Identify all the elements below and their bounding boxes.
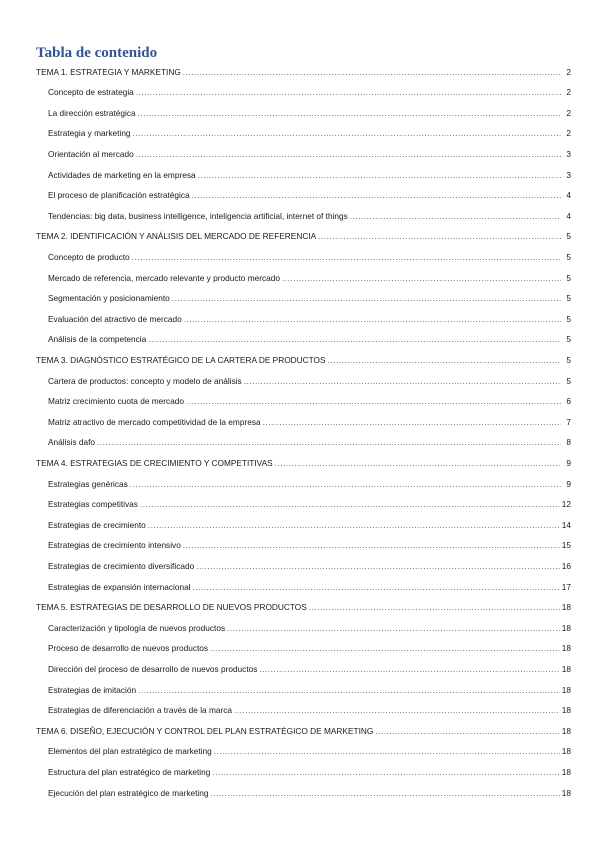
dot-leader <box>234 705 560 716</box>
toc-page-number: 18 <box>561 684 571 695</box>
toc-section-entry[interactable] <box>48 705 571 716</box>
toc-section-entry[interactable] <box>48 211 571 222</box>
toc-chapter-entry[interactable] <box>36 458 571 469</box>
toc-entry-label: TEMA 2. IDENTIFICACIÓN Y ANÁLISIS DEL MERCADO DE REFERENCIA <box>36 231 317 242</box>
toc-section-entry[interactable] <box>48 746 571 757</box>
dot-leader <box>183 67 561 78</box>
toc-section-entry[interactable] <box>48 479 571 490</box>
dot-leader <box>244 376 561 387</box>
dot-leader <box>133 128 561 139</box>
toc-chapter-entry[interactable] <box>36 355 571 366</box>
toc-entry-label: Estrategias de crecimiento <box>48 519 146 530</box>
toc-page-number: 18 <box>561 766 571 777</box>
toc-section-entry[interactable] <box>48 520 571 531</box>
toc-page-number: 12 <box>561 499 571 510</box>
toc-entry-label: Estrategias de imitación <box>48 684 137 695</box>
toc-page-number: 2 <box>566 107 571 118</box>
toc-entry-label: La dirección estratégica <box>48 107 136 118</box>
toc-page-number: 5 <box>566 375 571 386</box>
toc-section-entry[interactable] <box>48 190 571 201</box>
toc-page-number: 4 <box>566 190 571 201</box>
toc-entry-label: Segmentación y posicionamiento <box>48 293 170 304</box>
toc-page-number: 16 <box>561 560 571 571</box>
toc-entry-label: Estrategias de diferenciación a través de la marca <box>48 705 233 716</box>
toc-page-number: 5 <box>566 293 571 304</box>
toc-section-entry[interactable] <box>48 767 571 778</box>
toc-entry-label: Estrategia y marketing <box>48 128 131 139</box>
toc-page-number: 18 <box>561 602 571 613</box>
toc-entry-label: TEMA 1. ESTRATEGIA Y MARKETING <box>36 66 181 77</box>
toc-section-entry[interactable] <box>48 170 571 181</box>
toc-section-entry[interactable] <box>48 108 571 119</box>
dot-leader <box>97 437 561 448</box>
dot-leader <box>186 396 561 407</box>
toc-page-number: 3 <box>566 148 571 159</box>
toc-entry-label: Estrategias competitivas <box>48 499 138 510</box>
toc-page-number: 18 <box>561 663 571 674</box>
dot-leader <box>183 540 560 551</box>
dot-leader <box>212 767 559 778</box>
toc-page-number: 5 <box>566 272 571 283</box>
dot-leader <box>148 334 561 345</box>
toc-page-number: 7 <box>566 416 571 427</box>
toc-page-number: 3 <box>566 169 571 180</box>
toc-chapter-entry[interactable] <box>36 602 571 613</box>
toc-section-entry[interactable] <box>48 582 571 593</box>
toc-page-number: 18 <box>561 746 571 757</box>
toc-section-entry[interactable] <box>48 685 571 696</box>
toc-page-number: 2 <box>566 128 571 139</box>
dot-leader <box>136 149 561 160</box>
toc-section-entry[interactable] <box>48 314 571 325</box>
toc-section-entry[interactable] <box>48 437 571 448</box>
toc-page-number: 5 <box>566 231 571 242</box>
toc-section-entry[interactable] <box>48 334 571 345</box>
toc-entry-label: Estrategias de crecimiento intensivo <box>48 540 181 551</box>
toc-entry-label: Estructura del plan estratégico de marketing <box>48 766 211 777</box>
dot-leader <box>375 726 559 737</box>
toc-entry-label: Elementos del plan estratégico de marketing <box>48 746 212 757</box>
toc-chapter-entry[interactable] <box>36 726 571 737</box>
toc-entry-label: Tendencias: big data, business intelligence, inteligencia artificial, internet of things <box>48 210 348 221</box>
dot-leader <box>196 561 560 572</box>
dot-leader <box>350 211 561 222</box>
dot-leader <box>275 458 561 469</box>
dot-leader <box>211 788 560 799</box>
dot-leader <box>132 252 561 263</box>
toc-entry-label: Concepto de producto <box>48 251 130 262</box>
toc-entry-label: Dirección del proceso de desarrollo de nuevos productos <box>48 663 258 674</box>
toc-entry-label: Matriz atractivo de mercado competitividad de la empresa <box>48 416 261 427</box>
toc-chapter-entry[interactable] <box>36 231 571 242</box>
dot-leader <box>318 231 561 242</box>
toc-entry-label: Estrategias genéricas <box>48 478 128 489</box>
toc-entry-label: Mercado de referencia, mercado relevante y producto mercado <box>48 272 280 283</box>
toc-page-number: 18 <box>561 705 571 716</box>
toc-entry-label: Análisis dafo <box>48 437 96 448</box>
toc-section-entry[interactable] <box>48 788 571 799</box>
toc-page-number: 2 <box>566 87 571 98</box>
toc-section-entry[interactable] <box>48 149 571 160</box>
dot-leader <box>136 87 561 98</box>
dot-leader <box>193 582 560 593</box>
dot-leader <box>282 273 561 284</box>
toc-entry-label: Cartera de productos: concepto y modelo de análisis <box>48 375 242 386</box>
dot-leader <box>227 623 560 634</box>
dot-leader <box>184 314 561 325</box>
toc-section-entry[interactable] <box>48 664 571 675</box>
toc-section-entry[interactable] <box>48 499 571 510</box>
toc-page-number: 18 <box>561 643 571 654</box>
toc-entry-label: El proceso de planificación estratégica <box>48 190 190 201</box>
toc-page-number: 2 <box>566 66 571 77</box>
toc-page-number: 6 <box>566 396 571 407</box>
toc-entry-label: Orientación al mercado <box>48 148 134 159</box>
toc-entry-label: Caracterización y tipología de nuevos productos <box>48 622 226 633</box>
toc-page-number: 8 <box>566 437 571 448</box>
toc-section-entry[interactable] <box>48 643 571 654</box>
toc-entry-label: Estrategias de crecimiento diversificado <box>48 560 195 571</box>
toc-entry-label: Concepto de estrategia <box>48 87 134 98</box>
toc-entry-label: TEMA 3. DIAGNÓSTICO ESTRATÉGICO DE LA CARTERA DE PRODUCTOS <box>36 354 326 365</box>
toc-page-number: 9 <box>566 478 571 489</box>
dot-leader <box>328 355 561 366</box>
toc-page-number: 5 <box>566 251 571 262</box>
toc-page-number: 18 <box>561 787 571 798</box>
toc-entry-label: Ejecución del plan estratégico de marketing <box>48 787 209 798</box>
dot-leader <box>214 746 560 757</box>
toc-entry-label: Evaluación del atractivo de mercado <box>48 313 182 324</box>
toc-section-entry[interactable] <box>48 376 571 387</box>
toc-entry-label: Proceso de desarrollo de nuevos productos <box>48 643 209 654</box>
dot-leader <box>198 170 561 181</box>
toc-title: Tabla de contenido <box>36 45 158 61</box>
toc-section-entry[interactable] <box>48 623 571 634</box>
dot-leader <box>130 479 561 490</box>
toc-entry-label: Análisis de la competencia <box>48 334 147 345</box>
dot-leader <box>138 685 560 696</box>
toc-page-number: 9 <box>566 457 571 468</box>
dot-leader <box>138 108 561 119</box>
dot-leader <box>140 499 560 510</box>
toc-page-number: 18 <box>561 725 571 736</box>
dot-leader <box>192 190 561 201</box>
toc-page-number: 5 <box>566 313 571 324</box>
toc-entry-label: Estrategias de expansión internacional <box>48 581 191 592</box>
toc-section-entry[interactable] <box>48 87 571 98</box>
toc-chapter-entry[interactable] <box>36 67 571 78</box>
dot-leader <box>259 664 559 675</box>
toc-page-number: 5 <box>566 334 571 345</box>
toc-page-number: 14 <box>561 519 571 530</box>
toc-section-entry[interactable] <box>48 128 571 139</box>
toc-entry-label: Matriz crecimiento cuota de mercado <box>48 396 185 407</box>
toc-section-entry[interactable] <box>48 417 571 428</box>
toc-section-entry[interactable] <box>48 561 571 572</box>
toc-section-entry[interactable] <box>48 293 571 304</box>
dot-leader <box>210 643 560 654</box>
toc-page-number: 4 <box>566 210 571 221</box>
toc-page-number: 17 <box>561 581 571 592</box>
dot-leader <box>263 417 561 428</box>
toc-page-number: 5 <box>566 354 571 365</box>
toc-page-number: 15 <box>561 540 571 551</box>
toc-entry-label: TEMA 6. DISEÑO, EJECUCIÓN Y CONTROL DEL PLAN ESTRATÉGICO DE MARKETING <box>36 725 374 736</box>
toc-entry-label: TEMA 5. ESTRATEGIAS DE DESARROLLO DE NUEVOS PRODUCTOS <box>36 602 307 613</box>
dot-leader <box>172 293 561 304</box>
dot-leader <box>148 520 560 531</box>
toc-page-number: 18 <box>561 622 571 633</box>
toc-section-entry[interactable] <box>48 252 571 263</box>
toc-entry-label: TEMA 4. ESTRATEGIAS DE CRECIMIENTO Y COMPETITIVAS <box>36 457 273 468</box>
toc-section-entry[interactable] <box>48 273 571 284</box>
toc-section-entry[interactable] <box>48 396 571 407</box>
toc-section-entry[interactable] <box>48 540 571 551</box>
dot-leader <box>309 602 560 613</box>
toc-entry-label: Actividades de marketing en la empresa <box>48 169 196 180</box>
